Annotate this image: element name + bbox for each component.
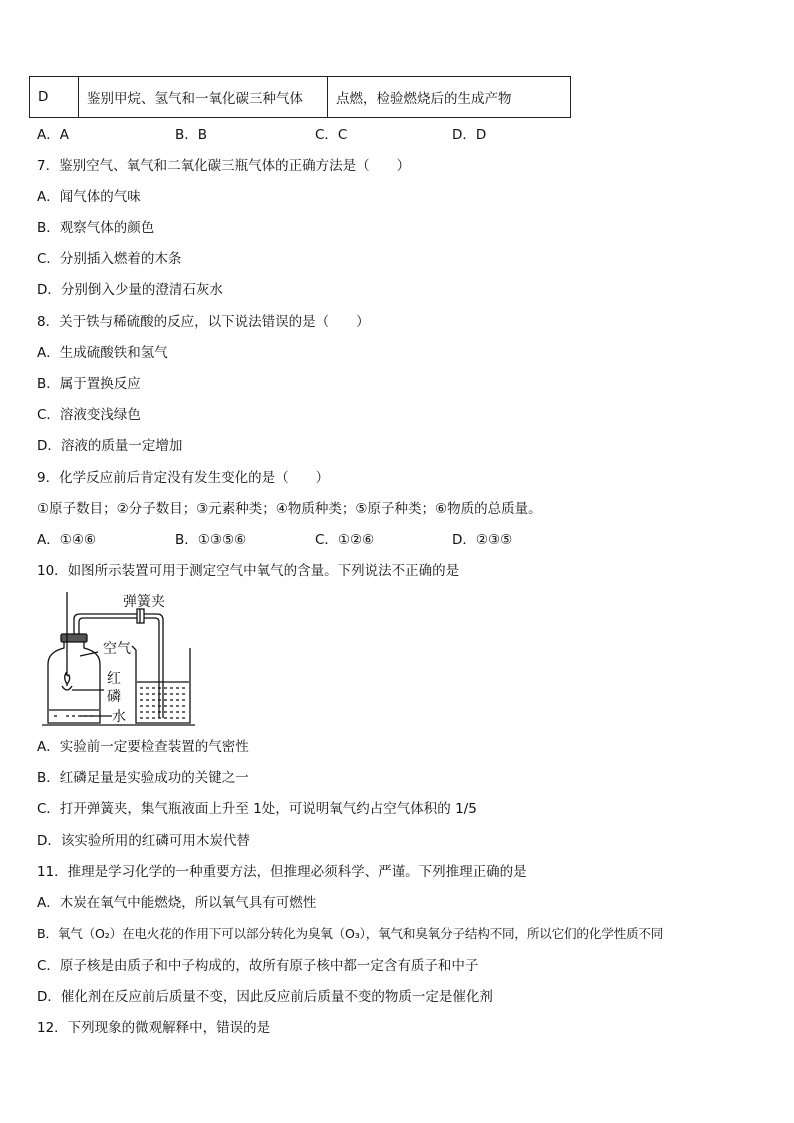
q7-option-c[interactable]: C．分别插入燃着的木条 — [37, 251, 182, 267]
q10-option-d[interactable]: D．该实验所用的红磷可用木炭代替 — [37, 833, 250, 849]
q11-option-b[interactable]: B．氧气（O₂）在电火花的作用下可以部分转化为臭氧（O₃），氧气和臭氧分子结构不同，所以它们的化学性质不同 — [37, 926, 664, 941]
q7-option-a[interactable]: A．闻气体的气味 — [37, 189, 141, 205]
q11-option-a[interactable]: A．木炭在氧气中能燃烧，所以氧气具有可燃性 — [37, 895, 317, 911]
q10-option-c[interactable]: C．打开弹簧夹，集气瓶液面上升至 1处，可说明氧气约占空气体积的 1/5 — [37, 801, 477, 817]
q7-option-d[interactable]: D．分别倒入少量的澄清石灰水 — [37, 282, 223, 298]
q10-stem: 10．如图所示装置可用于测定空气中氧气的含量。下列说法不正确的是 — [37, 563, 460, 579]
air-label: 空气 — [103, 641, 131, 657]
q8-stem: 8．关于铁与稀硫酸的反应，以下说法错误的是（ ） — [37, 314, 370, 330]
clamp-label: 弹簧夹 — [123, 594, 165, 610]
q11-option-d[interactable]: D．催化剂在反应前后质量不变，因此反应前后质量不变的物质一定是催化剂 — [37, 989, 493, 1005]
combustion-spoon — [62, 686, 72, 690]
q8-option-b[interactable]: B．属于置换反应 — [37, 376, 141, 392]
table-cell-method: 点燃，检验燃烧后的生成产物 — [328, 77, 571, 118]
water-label: 水 — [112, 709, 126, 725]
q8-option-a[interactable]: A．生成硫酸铁和氢气 — [37, 345, 168, 361]
oxygen-measurement-diagram — [40, 590, 200, 732]
q6-option-c[interactable]: C．C — [315, 127, 348, 143]
q10-option-b[interactable]: B．红磷足量是实验成功的关键之一 — [37, 770, 249, 786]
q6-options — [37, 126, 757, 144]
q9-items: ①原子数目；②分子数目；③元素种类；④物质种类；⑤原子种类；⑥物质的总质量。 — [37, 501, 542, 517]
phosphorus-label-1: 红 — [107, 671, 121, 687]
q9-options — [37, 531, 757, 549]
q9-stem: 9．化学反应前后肯定没有发生变化的是（ ） — [37, 470, 330, 486]
flame-icon — [65, 673, 70, 684]
q9-option-b[interactable]: B．①③⑤⑥ — [175, 532, 247, 548]
comparison-table — [29, 76, 571, 118]
q7-option-b[interactable]: B．观察气体的颜色 — [37, 220, 155, 236]
q11-stem: 11．推理是学习化学的一种重要方法，但推理必须科学、严谨。下列推理正确的是 — [37, 864, 527, 880]
q8-option-d[interactable]: D．溶液的质量一定增加 — [37, 438, 183, 454]
bottle-stopper — [61, 634, 87, 642]
q9-option-a[interactable]: A．①④⑥ — [37, 532, 97, 548]
q6-option-a[interactable]: A．A — [37, 127, 69, 143]
gas-bottle — [48, 642, 100, 723]
q6-option-d[interactable]: D．D — [452, 127, 487, 143]
q12-stem: 12．下列现象的微观解释中，错误的是 — [37, 1020, 271, 1036]
phosphorus-label-2: 磷 — [107, 689, 121, 705]
q8-option-c[interactable]: C．溶液变浅绿色 — [37, 407, 141, 423]
q11-option-c[interactable]: C．原子核是由质子和中子构成的，故所有原子核中都一定含有质子和中子 — [37, 958, 479, 974]
table-row — [30, 77, 571, 118]
table-cell-purpose: 鉴别甲烷、氢气和一氧化碳三种气体 — [79, 77, 328, 118]
q9-option-c[interactable]: C．①②⑥ — [315, 532, 375, 548]
q10-option-a[interactable]: A．实验前一定要检查装置的气密性 — [37, 739, 249, 755]
table-cell-label: D — [30, 77, 79, 118]
q9-option-d[interactable]: D．②③⑤ — [452, 532, 513, 548]
q7-stem: 7．鉴别空气、氧气和二氧化碳三瓶气体的正确方法是（ ） — [37, 158, 411, 174]
q6-option-b[interactable]: B．B — [175, 127, 208, 143]
